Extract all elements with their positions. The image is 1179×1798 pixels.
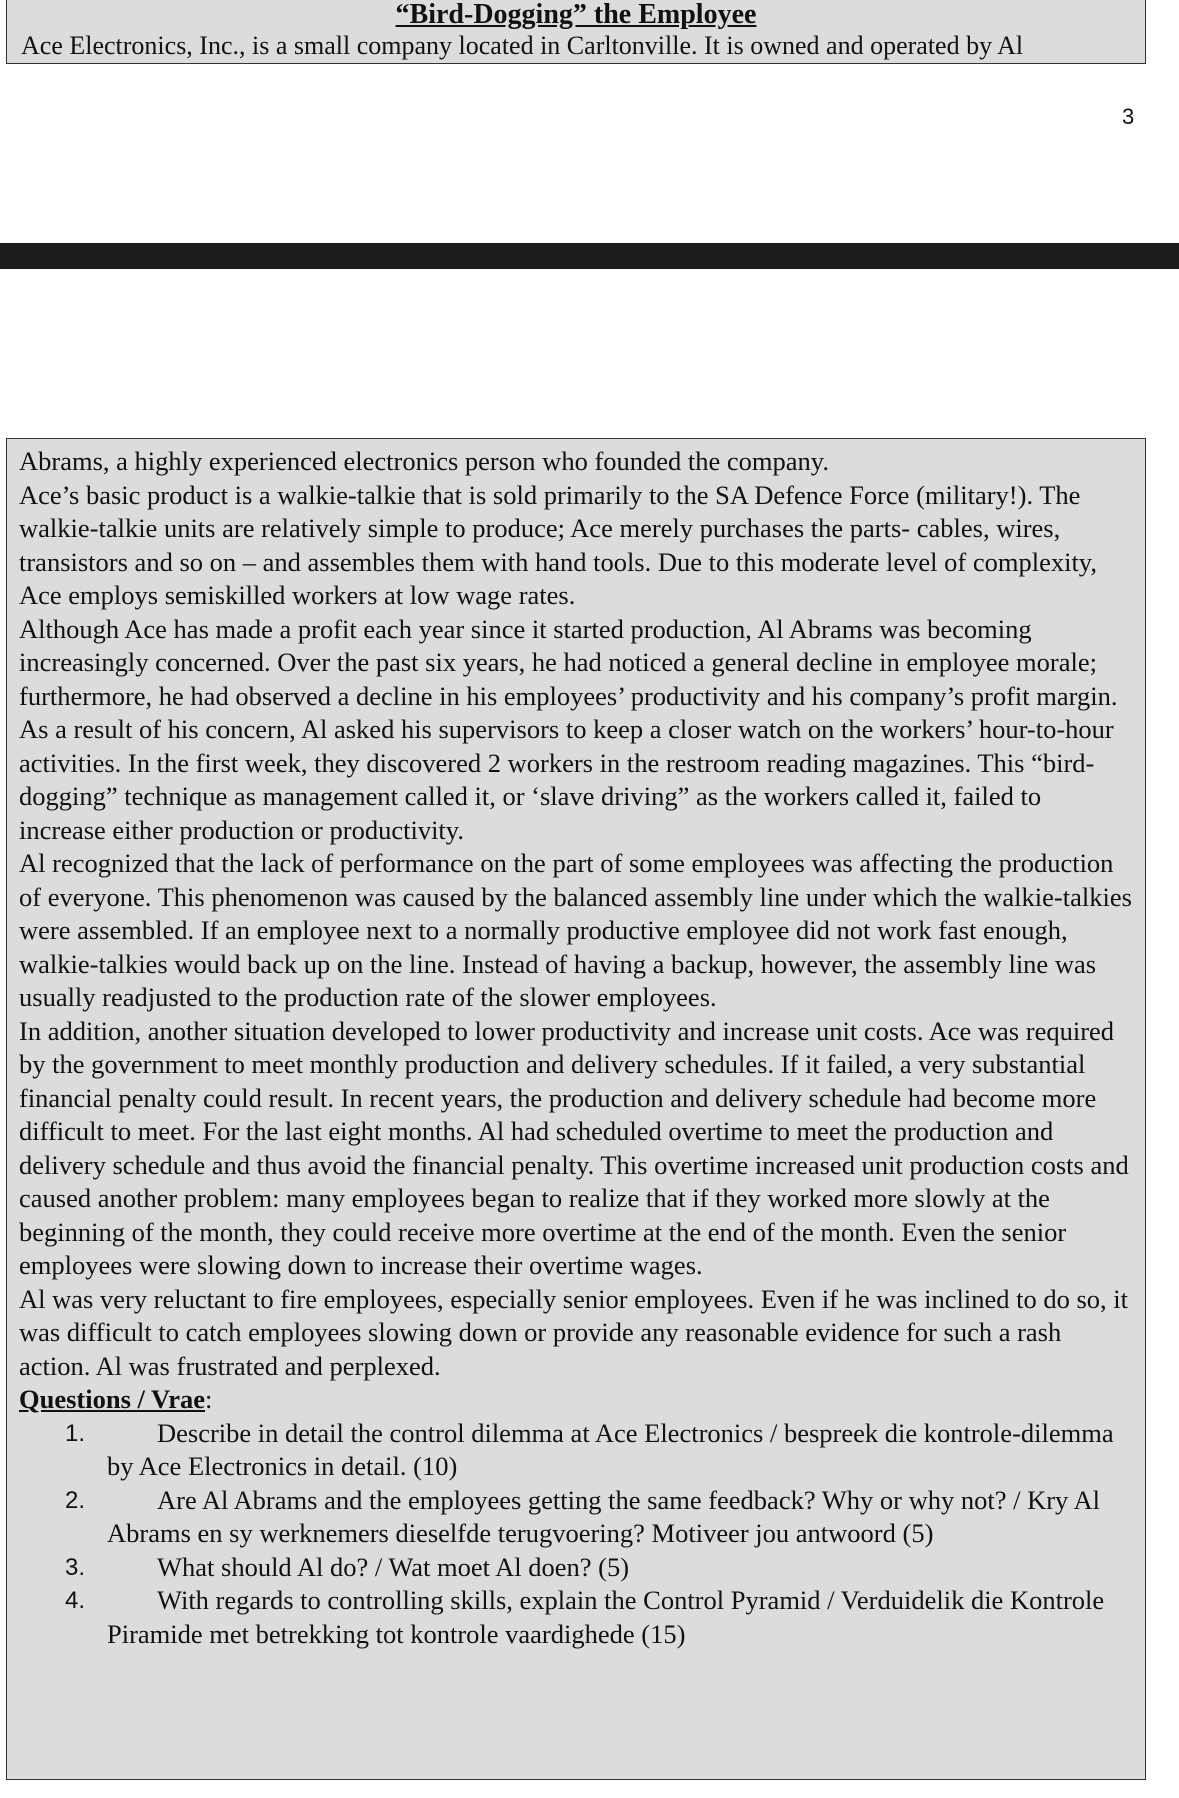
question-item: [19, 1417, 1133, 1484]
questions-list: [19, 1417, 1133, 1652]
header-first-line: Ace Electronics, Inc., is a small company located in Carltonville. It is owned and operated by Al: [21, 31, 1024, 60]
questions-heading-line: [19, 1383, 1133, 1417]
questions-heading: Questions / Vrae: [19, 1384, 205, 1414]
question-number: 4.: [65, 1587, 86, 1614]
question-text: Describe in detail the control dilemma at Ace Electronics / bespreek die kontrole-dilemma by Ace Electronics in detail. (10): [107, 1417, 1114, 1481]
question-item: [19, 1551, 1133, 1585]
header-box: [6, 0, 1146, 64]
page-number: 3: [1122, 104, 1135, 129]
paragraph: Abrams, a highly experienced electronics person who founded the company.: [19, 446, 829, 476]
paragraph: Al was very reluctant to fire employees, especially senior employees. Even if he was inclined to do so, it was difficult to catch employees slowing down or provide any reasonable evidence for such a rash action. Al was frustrated and perplexed.: [19, 1283, 1128, 1381]
question-text: What should Al do? / Wat moet Al doen? (5): [157, 1551, 630, 1582]
question-number: 3.: [65, 1553, 86, 1581]
paragraph: In addition, another situation developed to lower productivity and increase unit costs. Ace was required by the government to meet monthly production and delivery schedules. If it failed, a very substantial financial penalty could result. In recent years, the production and delivery schedule had become more difficult to meet. For the last eight months. Al had scheduled overtime to meet the production and delivery schedule and thus avoid the financial penalty. This overtime increased unit production costs and caused another problem: many employees began to realize that if they worked more slowly at the beginning of the month, they could receive more overtime at the end of the month. Even the senior employees were slowing down to increase their overtime wages.: [19, 1015, 1129, 1280]
paragraph: As a result of his concern, Al asked his supervisors to keep a closer watch on the workers’ hour-to-hour activities. In the first week, they discovered 2 workers in the restroom reading magazines. This “bird-dogging” technique as management called it, or ‘slave driving” as the workers called it, failed to increase either production or productivity.: [19, 714, 1114, 845]
page-divider-bar: [0, 243, 1179, 269]
paragraph: Al recognized that the lack of performance on the part of some employees was affecting the production of everyone. This phenomenon was caused by the balanced assembly line under which the walkie-talkies were assembled. If an employee next to a normally productive employee did not work fast enough, walkie-talkies would back up on the line. Instead of having a backup, however, the assembly line was usually readjusted to the production rate of the slower employees.: [19, 848, 1132, 1012]
question-text: Are Al Abrams and the employees getting the same feedback? Why or why not? / Kry Al Abrams en sy werknemers dieselfde terugvoering? Motiveer jou antwoord (5): [107, 1484, 1100, 1548]
question-item: [19, 1584, 1133, 1651]
document-title: “Bird-Dogging” the Employee: [395, 0, 757, 30]
question-number: 2.: [65, 1486, 86, 1514]
question-item: [19, 1484, 1133, 1551]
case-study-box: [6, 438, 1146, 1780]
question-number: 1.: [65, 1419, 86, 1447]
questions-heading-colon: :: [205, 1384, 213, 1414]
paragraph: Ace’s basic product is a walkie-talkie that is sold primarily to the SA Defence Force (military!). The walkie-talkie units are relatively simple to produce; Ace merely purchases the parts- cables, wires, transistors and so on – and assembles them with hand tools. Due to this moderate level of complexity, Ace employs semiskilled workers at low wage rates.: [19, 479, 1097, 610]
paragraph: Although Ace has made a profit each year since it started production, Al Abrams was becoming increasingly concerned. Over the past six years, he had noticed a general decline in employee morale; furthermore, he had observed a decline in his employees’ productivity and his company’s profit margin.: [19, 613, 1118, 711]
question-text: With regards to controlling skills, explain the Control Pyramid / Verduidelik die Kontrole Piramide met betrekking tot kontrole vaardighede (15): [107, 1585, 1105, 1649]
